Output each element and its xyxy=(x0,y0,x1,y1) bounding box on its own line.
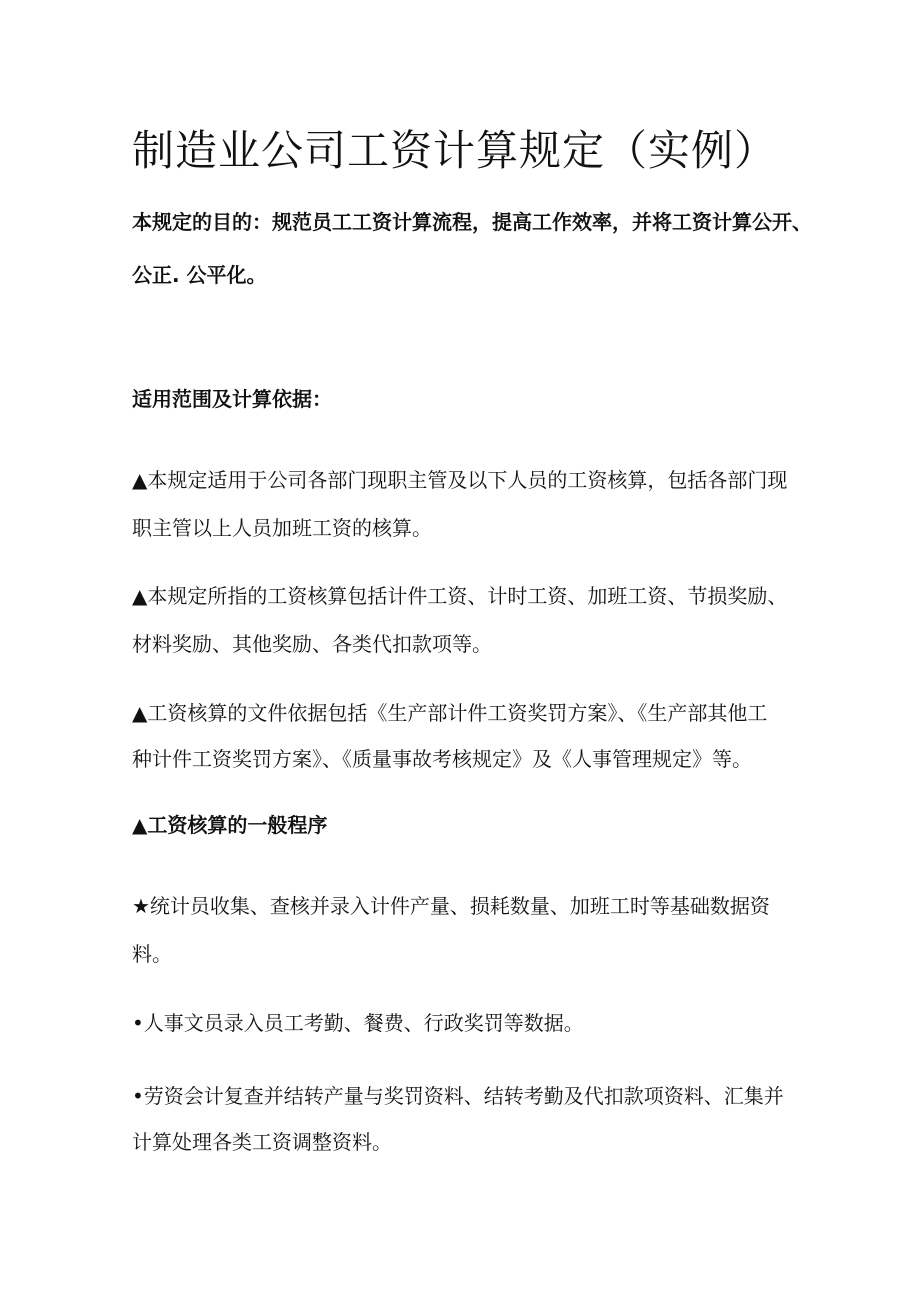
procedure-step-1 xyxy=(132,882,812,978)
procedure-step-2 xyxy=(132,1010,812,1036)
procedure-step-3-line-2: 计算处理各类工资调整资料。 xyxy=(132,1130,392,1154)
procedure-step-2-line-1: •人事文员录入员工考勤、餐费、行政奖罚等数据。 xyxy=(132,1011,584,1035)
scope-paragraph-1 xyxy=(132,456,812,552)
scope-paragraph-3-line-2: 种计件工资奖罚方案》、《质量事故考核规定》及《人事管理规定》等。 xyxy=(132,747,752,771)
scope-heading: 适用范围及计算依据： xyxy=(132,387,332,411)
procedure-step-3 xyxy=(132,1073,812,1165)
scope-paragraph-2 xyxy=(132,572,812,668)
purpose-line-1: 本规定的目的：规范员工工资计算流程，提高工作效率，并将工资计算公开、 xyxy=(132,210,812,234)
procedure-step-3-line-1: •劳资会计复查并结转产量与奖罚资料、结转考勤及代扣款项资料、汇集并 xyxy=(132,1084,784,1108)
procedure-step-1-line-1: ★统计员收集、查核并录入计件产量、损耗数量、加班工时等基础数据资 xyxy=(132,894,770,918)
scope-paragraph-2-line-2: 材料奖励、其他奖励、各类代扣款项等。 xyxy=(132,632,492,656)
purpose-paragraph xyxy=(132,196,812,302)
scope-paragraph-2-line-1: ▲本规定所指的工资核算包括计件工资、计时工资、加班工资、节损奖励、 xyxy=(132,584,788,608)
scope-paragraph-1-line-2: 职主管以上人员加班工资的核算。 xyxy=(132,516,432,540)
document-title: 制造业公司工资计算规定（实例） xyxy=(132,126,778,175)
scope-paragraph-1-line-1: ▲本规定适用于公司各部门现职主管及以下人员的工资核算，包括各部门现 xyxy=(132,468,788,492)
purpose-line-2: 公正. 公平化。 xyxy=(132,263,267,287)
procedure-heading: ▲工资核算的一般程序 xyxy=(132,813,328,837)
scope-paragraph-3 xyxy=(132,690,812,782)
procedure-step-1-line-2: 料。 xyxy=(132,942,172,966)
scope-paragraph-3-line-1: ▲工资核算的文件依据包括《生产部计件工资奖罚方案》、《生产部其他工 xyxy=(132,701,768,725)
